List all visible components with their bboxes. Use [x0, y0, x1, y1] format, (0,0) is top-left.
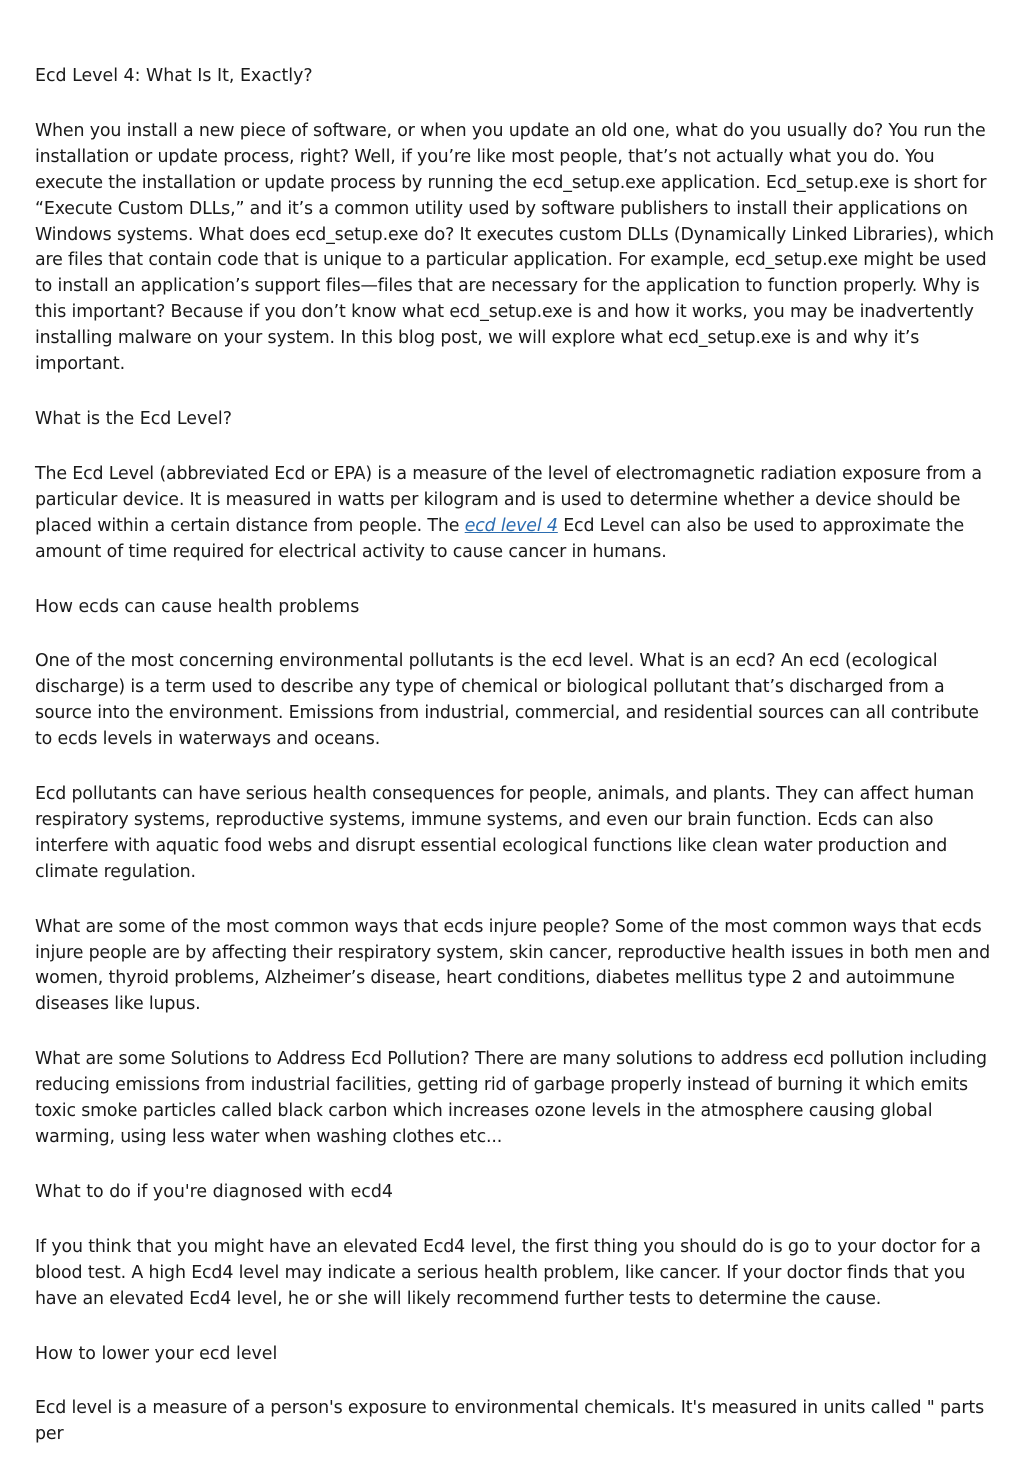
ecd-level-paragraph [35, 462, 995, 566]
section-heading-diagnosed: What to do if you're diagnosed with ecd4 [35, 1181, 393, 1202]
health-paragraph-2: Ecd pollutants can have serious health consequences for people, animals, and plants. They can affect human respiratory systems, reproductive systems, immune systems, and even our brain function. Ecds can also interfere with aquatic food webs and disrupt essential ecological functions like clean water production and climate regulation. [35, 784, 974, 882]
article-title: Ecd Level 4: What Is It, Exactly? [35, 66, 313, 86]
ecd-level-4-link[interactable]: ecd level 4 [464, 515, 558, 536]
ecd-level-text-before: The Ecd Level (abbreviated Ecd or EPA) is a measure of the level of electromagnetic radiation exposure from a particular device. It is measured in watts per kilogram and is used to determine whether a device should be placed within a certain distance from people. The [35, 463, 982, 536]
section-heading-lower-level: How to lower your ecd level [35, 1343, 278, 1364]
health-paragraph-1: One of the most concerning environmental pollutants is the ecd level. What is an ecd? An ecd (ecological discharge) is a term used to describe any type of chemical or biological pollutant that’s discharged from a source into the environment. Emissions from industrial, commercial, and residential sources can all contribute to ecds levels in waterways and oceans. [35, 651, 979, 750]
lower-level-paragraph: Ecd level is a measure of a person's exposure to environmental chemicals. It's measured in units called " parts per [35, 1398, 984, 1445]
article [35, 64, 995, 1477]
health-paragraph-3: What are some of the most common ways that ecds injure people? Some of the most common ways that ecds injure people are by affecting their respiratory system, skin cancer, reproductive health issues in both men and women, thyroid problems, Alzheimer’s disease, heart conditions, diabetes mellitus type 2 and autoimmune diseases like lupus. [35, 916, 991, 1015]
ecd-level-text-after: Ecd Level can also be used to approximate the amount of time required for electrical activity to cause cancer in humans. [35, 515, 964, 562]
diagnosed-paragraph: If you think that you might have an elevated Ecd4 level, the first thing you should do is go to your doctor for a blood test. A high Ecd4 level may indicate a serious health problem, like cancer. If your doctor finds that you have an elevated Ecd4 level, he or she will likely recommend further tests to determine the cause. [35, 1236, 981, 1309]
section-heading-health-problems: How ecds can cause health problems [35, 596, 360, 617]
section-heading-ecd-level: What is the Ecd Level? [35, 408, 232, 429]
health-paragraph-4: What are some Solutions to Address Ecd Pollution? There are many solutions to address ecd pollution including reducing emissions from industrial facilities, getting rid of garbage properly instead of burning it which emits toxic smoke particles called black carbon which increases ozone levels in the atmosphere causing global warming, using less water when washing clothes etc... [35, 1049, 987, 1147]
intro-paragraph: When you install a new piece of software, or when you update an old one, what do you usually do? You run the installation or update process, right? Well, if you’re like most people, that’s not actually what you do. You execute the installation or update process by running the ecd_setup.exe application. Ecd_setup.exe is short for “Execute Custom DLLs,” and it’s a common utility used by software publishers to install their applications on Windows systems. What does ecd_setup.exe do? It executes custom DLLs (Dynamically Linked Libraries), which are files that contain code that is unique to a particular application. For example, ecd_setup.exe might be used to install an application’s support files—files that are necessary for the application to function properly. Why is this important? Because if you don’t know what ecd_setup.exe is and how it works, you may be inadvertently installing malware on your system. In this blog post, we will explore what ecd_setup.exe is and why it’s important. [35, 120, 994, 375]
